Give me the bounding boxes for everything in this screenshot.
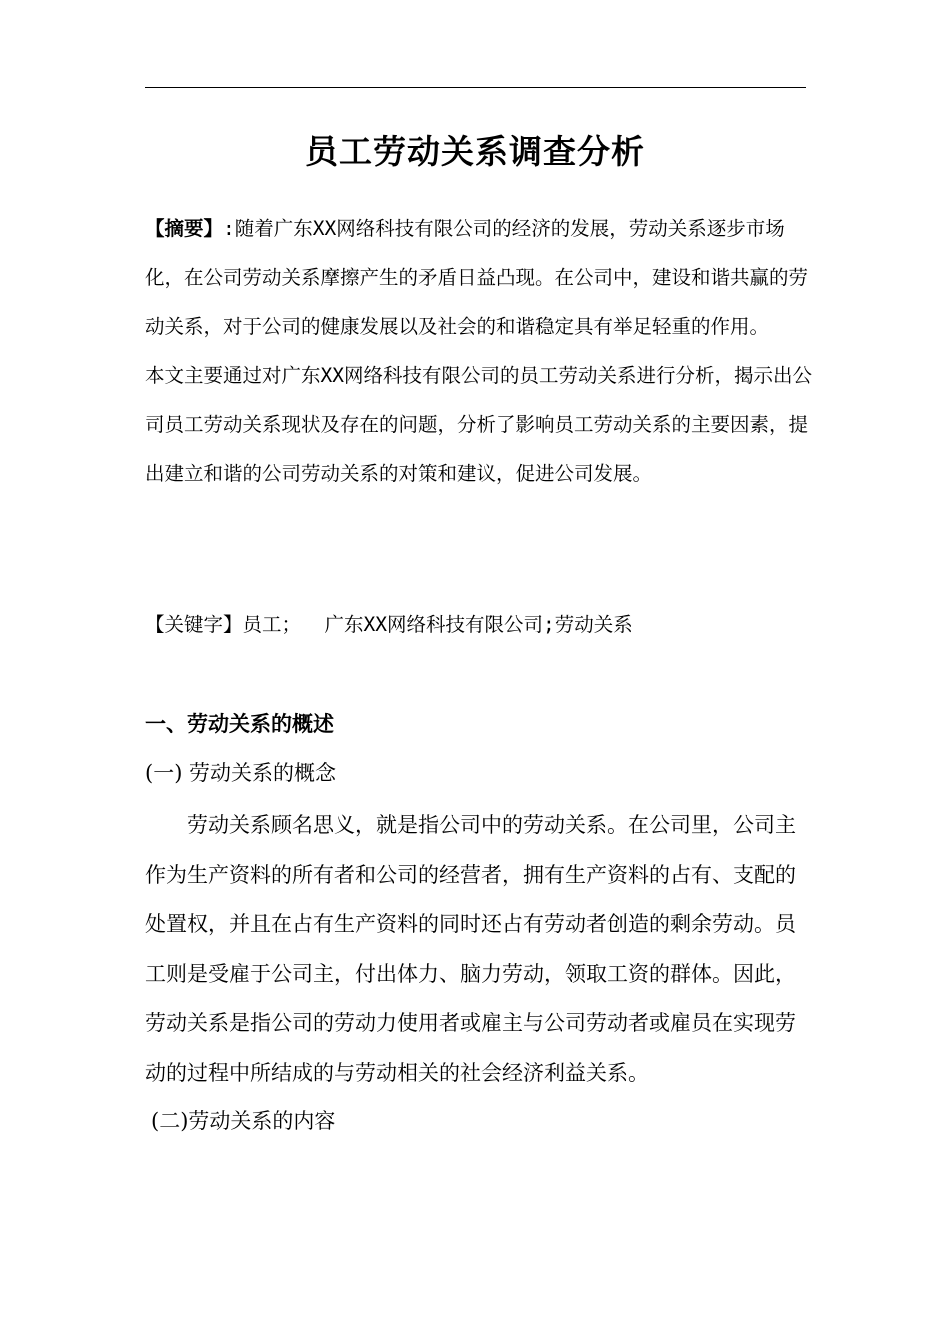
- abstract-paragraph-2: 本文主要通过对广东XX网络科技有限公司的员工劳动关系进行分析，揭示出公司员工劳动关系现状及存在的问题，分析了影响员工劳动关系的主要因素，提出建立和谐的公司劳动关系的对策和建议，促进公司发展。: [145, 364, 812, 485]
- header-rule: [145, 87, 806, 88]
- abstract-paragraph-1: [145, 204, 813, 351]
- subsection-heading-2: (二)劳动关系的内容: [151, 1109, 336, 1133]
- keywords-line: [145, 600, 813, 649]
- abstract-section: [145, 204, 813, 498]
- subsection-heading-1: (一) 劳动关系的概念: [145, 761, 337, 785]
- keywords-label: 【关键字】: [145, 613, 243, 636]
- section-heading: 一、劳动关系的概述: [145, 712, 334, 736]
- body-paragraph-text: 劳动关系顾名思义，就是指公司中的劳动关系。在公司里，公司主作为生产资料的所有者和公司的经营者，拥有生产资料的占有、支配的处置权，并且在占有生产资料的同时还占有劳动者创造的剩余劳动。员工则是受雇于公司主，付出体力、脑力劳动，领取工资的群体。因此，劳动关系是指公司的劳动力使用者或雇主与公司劳动者或雇员在实现劳动的过程中所结成的与劳动相关的社会经济利益关系。: [145, 813, 796, 1085]
- body-paragraph: [145, 801, 813, 1098]
- keywords-text: 员工； 广东XX网络科技有限公司;劳动关系: [242, 613, 633, 636]
- abstract-label: 【摘要】: [145, 217, 224, 240]
- abstract-text-1: :随着广东XX网络科技有限公司的经济的发展，劳动关系逐步市场化，在公司劳动关系摩擦产生的矛盾日益凸现。在公司中，建设和谐共赢的劳动关系，对于公司的健康发展以及社会的和谐稳定具有举足轻重的作用。: [145, 217, 809, 338]
- document-title: 员工劳动关系调查分析: [305, 132, 645, 171]
